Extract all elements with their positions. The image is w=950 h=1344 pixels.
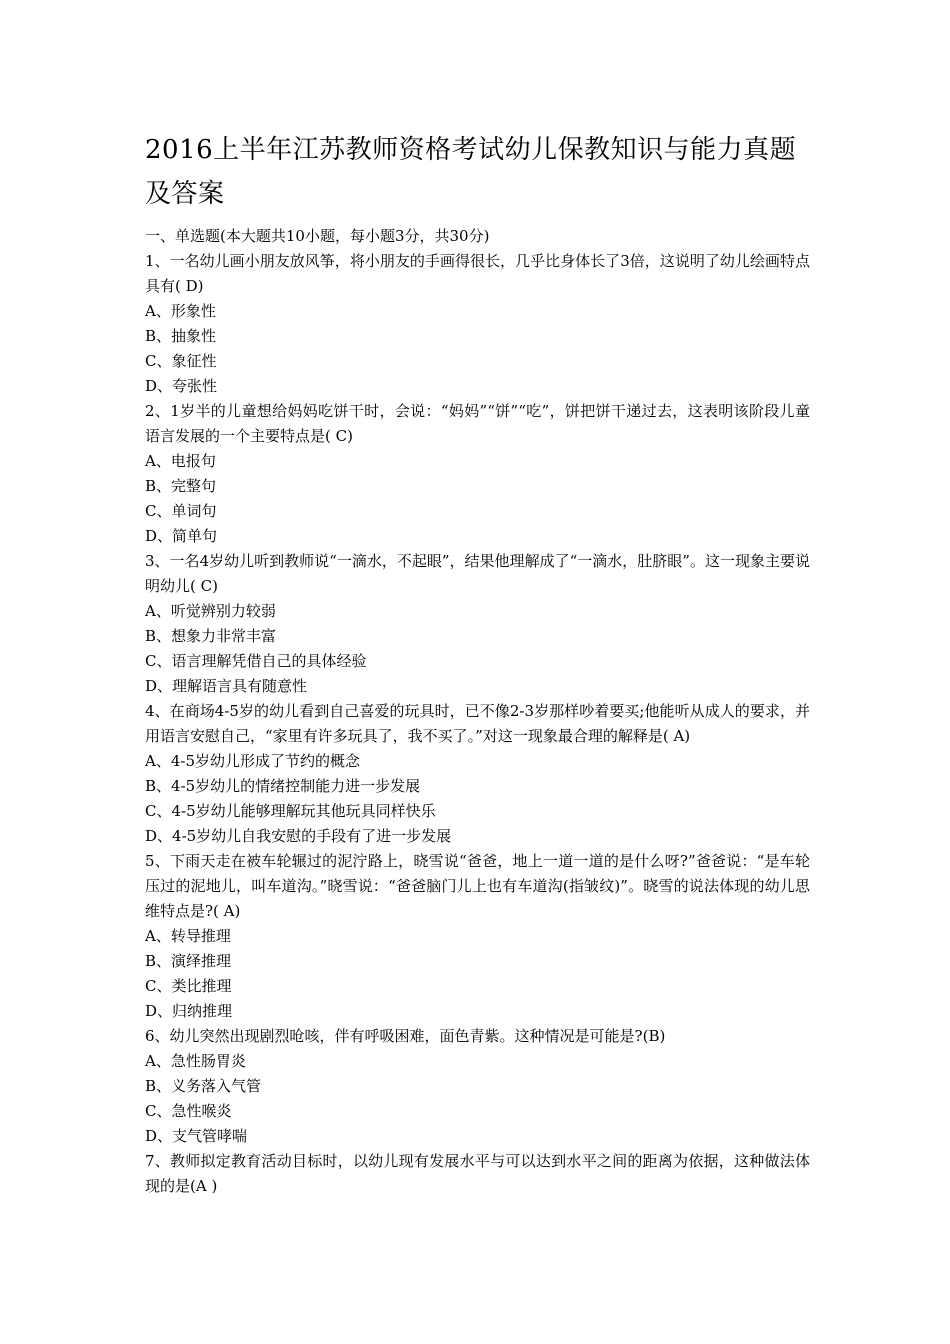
option-b: B、抽象性 [145,327,217,345]
section-heading: 一、单选题(本大题共10小题，每小题3分，共30分) [145,227,490,245]
question-stem: 3、一名4岁幼儿听到教师说“一滴水，不起眼”，结果他理解成了“一滴水，肚脐眼”。这一现象主要说明幼儿( C) [145,552,810,595]
option-a: A、转导推理 [145,927,231,945]
option-a: A、急性肠胃炎 [145,1052,246,1070]
option-d: D、支气管哮喘 [145,1127,248,1145]
option-b: B、义务落入气管 [145,1077,262,1095]
option-b: B、演绎推理 [145,952,232,970]
question-stem: 5、下雨天走在被车轮辗过的泥泞路上，晓雪说“爸爸，地上一道一道的是什么呀?”爸爸说：“是车轮压过的泥地儿，叫车道沟。”晓雪说：“爸爸脑门儿上也有车道沟(指皱纹)”。晓雪的说法体现的幼儿思维特点是?( A) [145,852,810,920]
option-b: B、4-5岁幼儿的情绪控制能力进一步发展 [145,777,421,795]
option-a: A、听觉辨别力较弱 [145,602,276,620]
option-c: C、象征性 [145,352,217,370]
question-stem: 6、幼儿突然出现剧烈呛咳，伴有呼吸困难，面色青紫。这种情况是可能是?(B) [145,1027,666,1045]
question-5 [145,849,810,1024]
question-stem: 2、1岁半的儿童想给妈妈吃饼干时，会说：“妈妈”“饼”“吃”，饼把饼干递过去，这表明该阶段儿童语言发展的一个主要特点是( C) [145,402,810,445]
option-a: A、电报句 [145,452,216,470]
option-a: A、4-5岁幼儿形成了节约的概念 [145,752,360,770]
question-1 [145,249,810,399]
option-b: B、完整句 [145,477,217,495]
option-c: C、4-5岁幼儿能够理解玩其他玩具同样快乐 [145,802,436,820]
question-4 [145,699,810,849]
option-d: D、4-5岁幼儿自我安慰的手段有了进一步发展 [145,827,452,845]
question-7 [145,1149,810,1199]
option-d: D、归纳推理 [145,1002,233,1020]
question-stem: 4、在商场4-5岁的幼儿看到自己喜爱的玩具时，已不像2-3岁那样吵着要买;他能听从成人的要求，并用语言安慰自己，“家里有许多玩具了，我不买了。”对这一现象最合理的解释是( A) [145,702,810,745]
option-c: C、单词句 [145,502,217,520]
document-body [145,224,810,1199]
option-c: C、急性喉炎 [145,1102,232,1120]
option-d: D、夸张性 [145,377,218,395]
option-c: C、类比推理 [145,977,232,995]
option-d: D、理解语言具有随意性 [145,677,308,695]
question-6 [145,1024,810,1149]
question-3 [145,549,810,699]
document-title: 2016上半年江苏教师资格考试幼儿保教知识与能力真题及答案 [145,135,797,209]
question-stem: 7、教师拟定教育活动目标时，以幼儿现有发展水平与可以达到水平之间的距离为依据，这种做法体现的是(A ) [145,1152,810,1195]
option-d: D、简单句 [145,527,218,545]
option-c: C、语言理解凭借自己的具体经验 [145,652,367,670]
question-2 [145,399,810,549]
question-stem: 1、一名幼儿画小朋友放风筝，将小朋友的手画得很长，几乎比身体长了3倍，这说明了幼儿绘画特点具有( D) [145,252,810,295]
option-a: A、形象性 [145,302,216,320]
option-b: B、想象力非常丰富 [145,627,277,645]
